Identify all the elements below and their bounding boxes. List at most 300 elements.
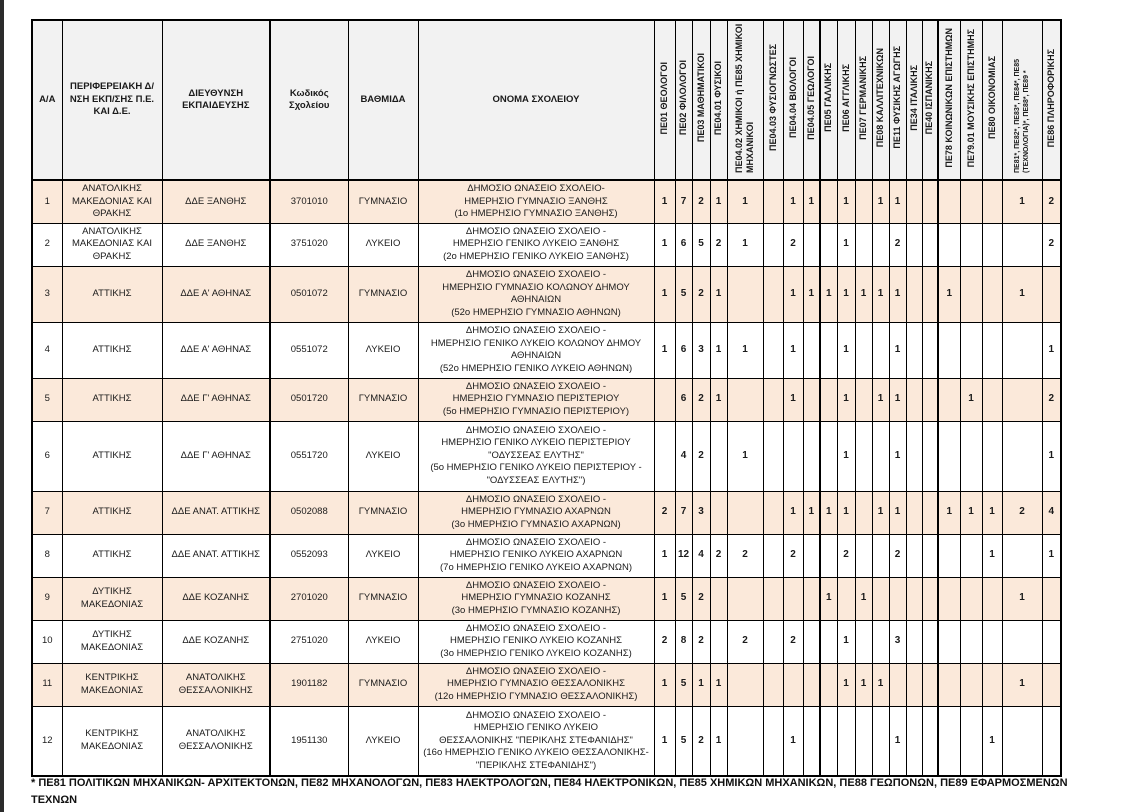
directorate-cell: ΑΝΑΤΟΛΙΚΗΣ ΘΕΣΣΑΛΟΝΙΚΗΣ (162, 663, 270, 706)
staff-count-cell (1042, 663, 1061, 706)
school-name-line: ΗΜΕΡΗΣΙΟ ΓΕΝΙΚΟ ΛΥΚΕΙΟ ΞΑΝΘΗΣ (452, 238, 620, 250)
staff-count-cell: 1 (855, 663, 872, 706)
school-name-line: ΔΗΜΟΣΙΟ ΩΝΑΣΕΙΟ ΣΧΟΛΕΙΟ- (467, 183, 605, 194)
staff-count-cell: 1 (820, 266, 837, 322)
staff-count-cell (906, 421, 922, 491)
school-name-line: ΗΜΕΡΗΣΙΟ ΓΥΜΝΑΣΙΟ ΑΧΑΡΝΩΝ (461, 506, 611, 518)
staff-count-cell (1002, 421, 1042, 491)
staff-count-cell (820, 378, 837, 421)
staff-count-cell: 1 (938, 491, 960, 534)
school-name-line: (7ο ΗΜΕΡΗΣΙΟ ΓΕΝΙΚΟ ΛΥΚΕΙΟ ΑΧΑΡΝΩΝ) (440, 561, 632, 573)
staff-count-cell (1002, 620, 1042, 663)
staff-count-cell (803, 577, 820, 620)
staff-count-cell: 1 (654, 266, 675, 322)
staff-count-cell: 1 (837, 620, 855, 663)
staff-count-cell: 1 (1002, 180, 1042, 223)
school-name-line: ΔΗΜΟΣΙΟ ΩΝΑΣΕΙΟ ΣΧΟΛΕΙΟ - (465, 665, 607, 677)
header-subject (982, 20, 1002, 180)
staff-count-cell: 1 (982, 706, 1002, 776)
header-subject (960, 20, 982, 180)
school-code-cell: 0501072 (270, 266, 348, 322)
staff-count-cell: 1 (820, 491, 837, 534)
staff-count-cell (906, 706, 922, 776)
staff-count-cell (982, 421, 1002, 491)
staff-count-cell: 5 (692, 223, 710, 266)
school-code-cell: 0551072 (270, 322, 348, 378)
school-name-line: ΔΗΜΟΣΙΟ ΩΝΑΣΕΙΟ ΣΧΟΛΕΙΟ - (465, 579, 607, 591)
table-row (32, 378, 1061, 421)
staff-count-cell (922, 534, 938, 577)
header-subject (675, 20, 692, 180)
staff-count-cell (855, 421, 872, 491)
staff-count-cell: 2 (654, 491, 675, 534)
school-name-line: ΗΜΕΡΗΣΙΟ ΓΥΜΝΑΣΙΟ ΞΑΝΘΗΣ (464, 195, 608, 207)
school-name-cell (418, 706, 654, 776)
school-name-line: ΗΜΕΡΗΣΙΟ ΓΕΝΙΚΟ ΛΥΚΕΙΟ ΚΟΖΑΝΗΣ (450, 635, 622, 647)
staff-count-cell: 2 (654, 620, 675, 663)
staff-count-cell (820, 223, 837, 266)
staff-count-cell: 1 (803, 180, 820, 223)
school-name-line: (2ο ΗΜΕΡΗΣΙΟ ΓΕΝΙΚΟ ΛΥΚΕΙΟ ΞΑΝΘΗΣ) (443, 250, 629, 262)
directorate-cell: ΔΔΕ ΑΝΑΤ. ΑΤΤΙΚΗΣ (162, 491, 270, 534)
staff-count-cell: 1 (654, 223, 675, 266)
staff-count-cell: 1 (960, 378, 982, 421)
staff-count-cell: 1 (692, 663, 710, 706)
header-subject (855, 20, 872, 180)
staff-count-cell: 1 (727, 322, 763, 378)
staff-count-cell: 3 (889, 620, 906, 663)
directorate-cell: ΔΔΕ Α' ΑΘΗΝΑΣ (162, 322, 270, 378)
staff-count-cell (906, 534, 922, 577)
schools-staff-table (31, 19, 1062, 777)
staff-count-cell (763, 620, 783, 663)
staff-count-cell: 1 (783, 180, 803, 223)
header-subject-label: ΠΕ80 ΟΙΚΟΝΟΜΙΑΣ (986, 56, 997, 140)
school-name-line: (1ο ΗΜΕΡΗΣΙΟ ΓΥΜΝΑΣΙΟ ΞΑΝΘΗΣ) (454, 208, 618, 219)
staff-count-cell: 1 (1002, 266, 1042, 322)
staff-count-cell: 1 (837, 180, 855, 223)
directorate-cell: ΔΔΕ ΚΟΖΑΝΗΣ (162, 577, 270, 620)
staff-count-cell: 2 (1042, 378, 1061, 421)
level-cell: ΓΥΜΝΑΣΙΟ (348, 180, 418, 223)
staff-count-cell (872, 223, 889, 266)
region-cell: ΑΝΑΤΟΛΙΚΗΣ ΜΑΚΕΔΟΝΙΑΣ ΚΑΙ ΘΡΑΚΗΣ (62, 223, 162, 266)
staff-count-cell (803, 706, 820, 776)
table-row (32, 706, 1061, 776)
staff-count-cell (803, 223, 820, 266)
level-cell: ΓΥΜΝΑΣΙΟ (348, 663, 418, 706)
school-name-line: (12ο ΗΜΕΡΗΣΙΟ ΓΥΜΝΑΣΙΟ ΘΕΣΣΑΛΟΝΙΚΗΣ) (434, 690, 638, 702)
table-row (32, 620, 1061, 663)
staff-count-cell: 1 (803, 266, 820, 322)
staff-count-cell (922, 223, 938, 266)
school-code-cell: 0502088 (270, 491, 348, 534)
staff-count-cell (1042, 620, 1061, 663)
staff-count-cell (727, 378, 763, 421)
staff-count-cell (763, 180, 783, 223)
row-number: 11 (32, 663, 62, 706)
staff-count-cell (855, 620, 872, 663)
staff-count-cell (938, 322, 960, 378)
staff-count-cell: 5 (675, 706, 692, 776)
staff-count-cell (820, 421, 837, 491)
staff-count-cell (922, 706, 938, 776)
school-name-line: ΔΗΜΟΣΙΟ ΩΝΑΣΕΙΟ ΣΧΟΛΕΙΟ - (465, 424, 607, 436)
staff-count-cell (938, 378, 960, 421)
staff-count-cell (960, 421, 982, 491)
staff-count-cell (922, 421, 938, 491)
school-name-line: (5ο ΗΜΕΡΗΣΙΟ ΓΥΜΝΑΣΙΟ ΠΕΡΙΣΤΕΡΙΟΥ) (442, 405, 630, 417)
footnote: * ΠΕ81 ΠΟΛΙΤΙΚΩΝ ΜΗΧΑΝΙΚΩΝ- ΑΡΧΙΤΕΚΤΟΝΩΝ, ΠΕ82 ΜΗΧΑΝΟΛΟΓΩΝ, ΠΕ83 ΗΛΕΚΤΡΟΛΟΓΩΝ, ΠΕ84 ΗΛΕΚΤΡΟΝΙΚΩΝ, ΠΕ85 ΧΗΜΙΚΩΝ ΜΗΧΑΝΙΚΩΝ, ΠΕ88 ΓΕΩΠΟΝΩΝ, ΠΕ89 ΕΦΑΡΜΟΣΜΕΝΩΝ ΤΕΧΝΩΝ (31, 777, 1068, 806)
school-code-cell: 3751020 (270, 223, 348, 266)
school-name-line: (3ο ΗΜΕΡΗΣΙΟ ΓΥΜΝΑΣΙΟ ΑΧΑΡΝΩΝ) (451, 518, 621, 530)
staff-count-cell (783, 421, 803, 491)
school-name-line: ΔΗΜΟΣΙΟ ΩΝΑΣΕΙΟ ΣΧΟΛΕΙΟ - (465, 622, 607, 634)
staff-count-cell: 1 (982, 534, 1002, 577)
school-code-cell: 1901182 (270, 663, 348, 706)
staff-count-cell (872, 577, 889, 620)
staff-count-cell: 6 (675, 322, 692, 378)
staff-count-cell (654, 421, 675, 491)
header-subject-label: ΠΕ01 ΘΕΟΛΟΓΟΙ (659, 61, 669, 134)
header-aa: Α/Α (32, 20, 62, 180)
staff-count-cell (982, 266, 1002, 322)
header-subject (710, 20, 727, 180)
staff-count-cell (803, 620, 820, 663)
staff-count-cell (906, 620, 922, 663)
staff-count-cell (960, 534, 982, 577)
staff-count-cell: 1 (783, 378, 803, 421)
school-name-line: ΔΗΜΟΣΙΟ ΩΝΑΣΕΙΟ ΣΧΟΛΕΙΟ - (465, 225, 607, 237)
staff-count-cell (906, 378, 922, 421)
staff-count-cell: 2 (783, 534, 803, 577)
staff-count-cell: 2 (692, 706, 710, 776)
region-cell: ΚΕΝΤΡΙΚΗΣ ΜΑΚΕΔΟΝΙΑΣ (62, 706, 162, 776)
header-school-code: Κωδικός Σχολείου (270, 20, 348, 180)
staff-count-cell (820, 620, 837, 663)
staff-count-cell: 1 (783, 322, 803, 378)
staff-count-cell: 1 (654, 534, 675, 577)
staff-count-cell (960, 266, 982, 322)
header-subject-label: ΠΕ04.02 ΧΗΜΙΚΟΙ ή ΠΕ85 ΧΗΜΙΚΟΙ ΜΗΧΑΝΙΚΟΙ (734, 23, 755, 173)
row-number: 12 (32, 706, 62, 776)
school-name-line: ΗΜΕΡΗΣΙΟ ΓΕΝΙΚΟ ΛΥΚΕΙΟ ΚΟΛΩΝΟΥ ΔΗΜΟΥ (430, 337, 642, 349)
staff-count-cell (1042, 706, 1061, 776)
staff-count-cell (803, 421, 820, 491)
staff-count-cell (906, 577, 922, 620)
staff-count-cell (922, 378, 938, 421)
directorate-cell: ΔΔΕ Γ' ΑΘΗΝΑΣ (162, 378, 270, 421)
region-cell: ΑΤΤΙΚΗΣ (62, 534, 162, 577)
school-name-line: ΗΜΕΡΗΣΙΟ ΓΥΜΝΑΣΙΟ ΚΟΖΑΝΗΣ (461, 592, 611, 604)
staff-count-cell (906, 322, 922, 378)
staff-count-cell: 1 (654, 180, 675, 223)
staff-count-cell: 12 (675, 534, 692, 577)
staff-count-cell (889, 577, 906, 620)
table-row (32, 534, 1061, 577)
level-cell: ΛΥΚΕΙΟ (348, 421, 418, 491)
level-cell: ΛΥΚΕΙΟ (348, 534, 418, 577)
header-school-name: ΟΝΟΜΑ ΣΧΟΛΕΙΟΥ (418, 20, 654, 180)
header-subject (692, 20, 710, 180)
table-row (32, 421, 1061, 491)
school-name-line: ΗΜΕΡΗΣΙΟ ΓΕΝΙΚΟ ΛΥΚΕΙΟ ΠΕΡΙΣΤΕΡΙΟΥ (441, 437, 631, 449)
school-name-line: ΑΘΗΝΑΙΩΝ (510, 294, 562, 305)
staff-count-cell: 1 (654, 663, 675, 706)
staff-count-cell: 7 (675, 491, 692, 534)
region-cell: ΔΥΤΙΚΗΣ ΜΑΚΕΔΟΝΙΑΣ (62, 577, 162, 620)
staff-count-cell (960, 663, 982, 706)
table-row (32, 266, 1061, 322)
staff-count-cell (1002, 706, 1042, 776)
staff-count-cell: 2 (692, 620, 710, 663)
school-code-cell: 1951130 (270, 706, 348, 776)
header-subject (1002, 20, 1042, 180)
staff-count-cell: 1 (1002, 663, 1042, 706)
table-row (32, 180, 1061, 223)
header-subject-label: ΠΕ05 ΓΑΛΛΙΚΗΣ (823, 63, 834, 133)
staff-count-cell (837, 706, 855, 776)
staff-count-cell: 2 (692, 378, 710, 421)
staff-count-cell (922, 491, 938, 534)
staff-count-cell (855, 223, 872, 266)
staff-count-cell (763, 223, 783, 266)
staff-count-cell: 1 (872, 491, 889, 534)
header-subject (1042, 20, 1061, 180)
staff-count-cell: 1 (1042, 534, 1061, 577)
table-body (32, 180, 1061, 776)
region-cell: ΑΝΑΤΟΛΙΚΗΣ ΜΑΚΕΔΟΝΙΑΣ ΚΑΙ ΘΡΑΚΗΣ (62, 180, 162, 223)
staff-count-cell (763, 706, 783, 776)
header-subject-label: ΠΕ78 ΚΟΙΝΩΝΙΚΩΝ ΕΠΙΣΤΗΜΩΝ (943, 27, 954, 168)
directorate-cell: ΔΔΕ ΑΝΑΤ. ΑΤΤΙΚΗΣ (162, 534, 270, 577)
staff-count-cell (960, 577, 982, 620)
staff-count-cell (803, 378, 820, 421)
staff-count-cell (855, 378, 872, 421)
school-name-cell (418, 266, 654, 322)
staff-count-cell: 2 (889, 534, 906, 577)
staff-count-cell (820, 706, 837, 776)
staff-count-cell (727, 706, 763, 776)
staff-count-cell (982, 577, 1002, 620)
level-cell: ΛΥΚΕΙΟ (348, 223, 418, 266)
staff-count-cell: 1 (837, 378, 855, 421)
school-name-cell (418, 491, 654, 534)
header-subject (837, 20, 855, 180)
table-row (32, 577, 1061, 620)
staff-count-cell (922, 663, 938, 706)
staff-count-cell: 4 (692, 534, 710, 577)
staff-count-cell: 2 (692, 577, 710, 620)
staff-count-cell: 2 (1042, 223, 1061, 266)
staff-count-cell (710, 421, 727, 491)
school-name-line: ΗΜΕΡΗΣΙΟ ΓΥΜΝΑΣΙΟ ΘΕΣΣΑΛΟΝΙΚΗΣ (447, 678, 625, 690)
staff-count-cell (938, 706, 960, 776)
staff-count-cell: 1 (710, 663, 727, 706)
header-subject-label: ΠΕ06 ΑΓΓΛΙΚΗΣ (840, 63, 851, 132)
staff-count-cell (710, 620, 727, 663)
header-subject-label: ΠΕ04.01 ΦΥΣΙΚΟΙ (713, 60, 723, 135)
staff-count-cell (820, 663, 837, 706)
school-name-line: ΗΜΕΡΗΣΙΟ ΓΥΜΝΑΣΙΟ ΚΟΛΩΝΟΥ ΔΗΜΟΥ (442, 281, 630, 293)
staff-count-cell: 4 (675, 421, 692, 491)
staff-count-cell: 1 (783, 491, 803, 534)
staff-count-cell (1002, 223, 1042, 266)
staff-count-cell (922, 577, 938, 620)
school-name-cell (418, 577, 654, 620)
staff-count-cell: 1 (889, 706, 906, 776)
header-subject (938, 20, 960, 180)
school-name-line: ΔΗΜΟΣΙΟ ΩΝΑΣΕΙΟ ΣΧΟΛΕΙΟ - (465, 380, 607, 392)
staff-count-cell: 5 (675, 266, 692, 322)
staff-count-cell (982, 180, 1002, 223)
header-subject-label: ΠΕ40 ΙΣΠΑΝΙΚΗΣ (924, 61, 935, 135)
region-cell: ΑΤΤΙΚΗΣ (62, 491, 162, 534)
staff-count-cell (938, 620, 960, 663)
school-code-cell: 2751020 (270, 620, 348, 663)
staff-count-cell (763, 577, 783, 620)
staff-count-cell (872, 534, 889, 577)
directorate-cell: ΔΔΕ Γ' ΑΘΗΝΑΣ (162, 421, 270, 491)
staff-count-cell (938, 223, 960, 266)
staff-count-cell (837, 577, 855, 620)
staff-count-cell (960, 620, 982, 663)
staff-count-cell: 2 (692, 180, 710, 223)
staff-count-cell (710, 491, 727, 534)
staff-count-cell (906, 223, 922, 266)
level-cell: ΛΥΚΕΙΟ (348, 322, 418, 378)
staff-count-cell: 1 (960, 491, 982, 534)
school-name-line: ΔΗΜΟΣΙΟ ΩΝΑΣΕΙΟ ΣΧΟΛΕΙΟ - (465, 709, 607, 721)
school-name-line: "ΠΕΡΙΚΛΗΣ ΣΤΕΦΑΝΙΔΗΣ") (475, 759, 597, 771)
header-subject (906, 20, 922, 180)
school-name-cell (418, 322, 654, 378)
staff-count-cell: 1 (837, 491, 855, 534)
staff-count-cell (960, 322, 982, 378)
staff-count-cell: 2 (692, 421, 710, 491)
staff-count-cell (872, 322, 889, 378)
staff-count-cell: 1 (837, 421, 855, 491)
staff-count-cell: 2 (727, 534, 763, 577)
staff-count-cell: 1 (855, 577, 872, 620)
staff-count-cell: 1 (872, 378, 889, 421)
row-number: 7 (32, 491, 62, 534)
level-cell: ΛΥΚΕΙΟ (348, 620, 418, 663)
staff-count-cell: 4 (1042, 491, 1061, 534)
staff-count-cell (982, 322, 1002, 378)
staff-count-cell (855, 491, 872, 534)
staff-count-cell: 5 (675, 577, 692, 620)
row-number: 10 (32, 620, 62, 663)
staff-count-cell (763, 534, 783, 577)
school-name-cell (418, 378, 654, 421)
level-cell: ΓΥΜΝΑΣΙΟ (348, 378, 418, 421)
header-subject-label: ΠΕ34 ΙΤΑΛΙΚΗΣ (908, 64, 919, 131)
school-name-line: ΗΜΕΡΗΣΙΟ ΓΥΜΝΑΣΙΟ ΠΕΡΙΣΤΕΡΙΟΥ (452, 393, 620, 405)
directorate-cell: ΑΝΑΤΟΛΙΚΗΣ ΘΕΣΣΑΛΟΝΙΚΗΣ (162, 706, 270, 776)
staff-count-cell: 1 (889, 180, 906, 223)
staff-count-cell: 3 (692, 491, 710, 534)
school-code-cell: 3701010 (270, 180, 348, 223)
header-subject-label: ΠΕ08 ΚΑΛΛΙΤΕΧΝΙΚΩΝ (875, 48, 885, 148)
header-subject-label: ΠΕ04.03 ΦΥΣΙΟΓΝΩΣΤΕΣ (767, 44, 778, 152)
region-cell: ΚΕΝΤΡΙΚΗΣ ΜΑΚΕΔΟΝΙΑΣ (62, 663, 162, 706)
school-name-cell (418, 421, 654, 491)
staff-count-cell: 1 (872, 180, 889, 223)
staff-count-cell (783, 577, 803, 620)
row-number: 9 (32, 577, 62, 620)
staff-count-cell: 1 (803, 491, 820, 534)
staff-count-cell (872, 421, 889, 491)
staff-count-cell (1002, 378, 1042, 421)
staff-count-cell: 2 (692, 266, 710, 322)
header-subject-label: ΠΕ86 ΠΛΗΡΟΦΟΡΙΚΗΣ (1045, 48, 1056, 147)
table-row (32, 322, 1061, 378)
staff-count-cell (872, 620, 889, 663)
region-cell: ΑΤΤΙΚΗΣ (62, 266, 162, 322)
staff-count-cell (922, 266, 938, 322)
staff-count-cell (922, 322, 938, 378)
row-number: 2 (32, 223, 62, 266)
staff-count-cell (960, 223, 982, 266)
staff-count-cell (1042, 577, 1061, 620)
staff-count-cell: 1 (654, 577, 675, 620)
staff-count-cell (763, 378, 783, 421)
staff-count-cell: 1 (872, 266, 889, 322)
staff-count-cell: 3 (692, 322, 710, 378)
staff-count-cell: 6 (675, 223, 692, 266)
school-name-line: (52ο ΗΜΕΡΗΣΙΟ ΓΥΜΝΑΣΙΟ ΑΘΗΝΩΝ) (451, 306, 621, 318)
staff-count-cell: 1 (889, 266, 906, 322)
staff-count-cell (938, 421, 960, 491)
staff-count-cell: 2 (710, 223, 727, 266)
header-subject (763, 20, 783, 180)
staff-count-cell: 1 (889, 322, 906, 378)
staff-count-cell: 1 (710, 266, 727, 322)
school-name-cell (418, 534, 654, 577)
staff-count-cell (938, 180, 960, 223)
staff-count-cell (906, 663, 922, 706)
staff-count-cell: 1 (783, 266, 803, 322)
staff-count-cell: 2 (710, 534, 727, 577)
header-region: ΠΕΡΙΦΕΡΕΙΑΚΗ Δ/ΝΣΗ ΕΚΠ/ΣΗΣ Π.Ε. ΚΑΙ Δ.Ε. (62, 20, 162, 180)
staff-count-cell (982, 378, 1002, 421)
staff-count-cell (727, 266, 763, 322)
school-name-line: ΗΜΕΡΗΣΙΟ ΓΕΝΙΚΟ ΛΥΚΕΙΟ ΑΧΑΡΝΩΝ (449, 549, 623, 561)
school-name-line: ΘΕΣΣΑΛΟΝΙΚΗΣ "ΠΕΡΙΚΛΗΣ ΣΤΕΦΑΝΙΔΗΣ" (439, 734, 633, 746)
row-number: 5 (32, 378, 62, 421)
staff-count-cell: 1 (710, 378, 727, 421)
table-header-row (32, 20, 1061, 180)
staff-count-cell: 2 (727, 620, 763, 663)
school-code-cell: 0501720 (270, 378, 348, 421)
staff-count-cell (763, 266, 783, 322)
staff-count-cell (922, 180, 938, 223)
school-name-line: ΑΘΗΝΑΙΩΝ (510, 350, 562, 361)
staff-count-cell: 8 (675, 620, 692, 663)
header-subject (803, 20, 820, 180)
school-name-line: ΔΗΜΟΣΙΟ ΩΝΑΣΕΙΟ ΣΧΟΛΕΙΟ - (465, 269, 607, 280)
school-name-cell (418, 663, 654, 706)
staff-count-cell (938, 663, 960, 706)
staff-count-cell: 1 (982, 491, 1002, 534)
staff-count-cell (1002, 322, 1042, 378)
header-subject-label: ΠΕ11 ΦΥΣΙΚΗΣ ΑΓΩΓΗΣ (892, 46, 902, 150)
header-subject (872, 20, 889, 180)
staff-count-cell (727, 577, 763, 620)
school-code-cell: 2701020 (270, 577, 348, 620)
staff-count-cell: 1 (710, 180, 727, 223)
